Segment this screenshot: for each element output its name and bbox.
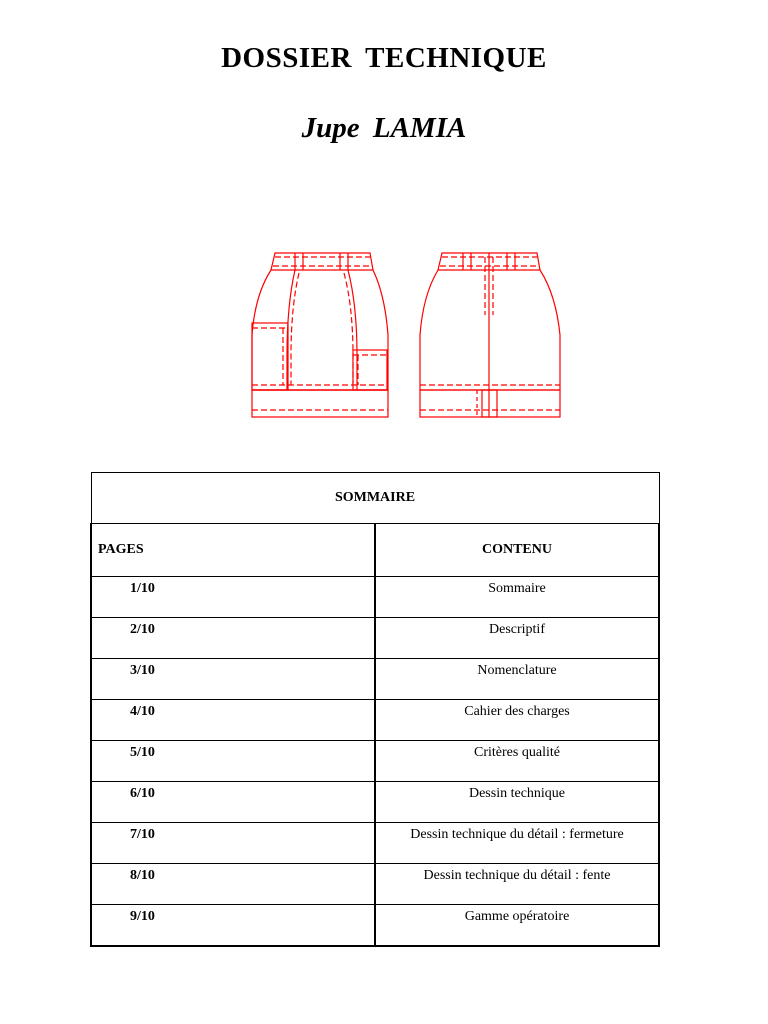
page-content: Sommaire [375, 577, 659, 618]
page-number: 4/10 [91, 700, 375, 741]
page-content: Dessin technique du détail : fermeture [375, 823, 659, 864]
page-number: 8/10 [91, 864, 375, 905]
table-row [91, 577, 659, 618]
column-header-pages: PAGES [91, 524, 375, 577]
page-content: Descriptif [375, 618, 659, 659]
column-header-content: CONTENU [375, 524, 659, 577]
document-title: DOSSIER TECHNIQUE [221, 42, 547, 74]
page-content: Critères qualité [375, 741, 659, 782]
table-row [91, 782, 659, 823]
table-row [91, 741, 659, 782]
page-content: Cahier des charges [375, 700, 659, 741]
document-subtitle: Jupe LAMIA [301, 112, 467, 144]
table-row [91, 905, 659, 947]
page-content: Dessin technique du détail : fente [375, 864, 659, 905]
page-number: 7/10 [91, 823, 375, 864]
skirt-back-view [420, 253, 560, 417]
page-content: Dessin technique [375, 782, 659, 823]
table-row [91, 700, 659, 741]
skirt-front-view [252, 253, 388, 417]
skirt-technical-drawing [245, 245, 575, 423]
summary-table [90, 472, 660, 947]
table-row [91, 823, 659, 864]
page-number: 6/10 [91, 782, 375, 823]
page-content: Gamme opératoire [375, 905, 659, 947]
table-row [91, 864, 659, 905]
page-number: 5/10 [91, 741, 375, 782]
page-number: 2/10 [91, 618, 375, 659]
page-number: 3/10 [91, 659, 375, 700]
summary-header: SOMMAIRE [91, 473, 659, 524]
table-row [91, 618, 659, 659]
page-content: Nomenclature [375, 659, 659, 700]
page-number: 9/10 [91, 905, 375, 947]
page-number: 1/10 [91, 577, 375, 618]
table-row [91, 659, 659, 700]
